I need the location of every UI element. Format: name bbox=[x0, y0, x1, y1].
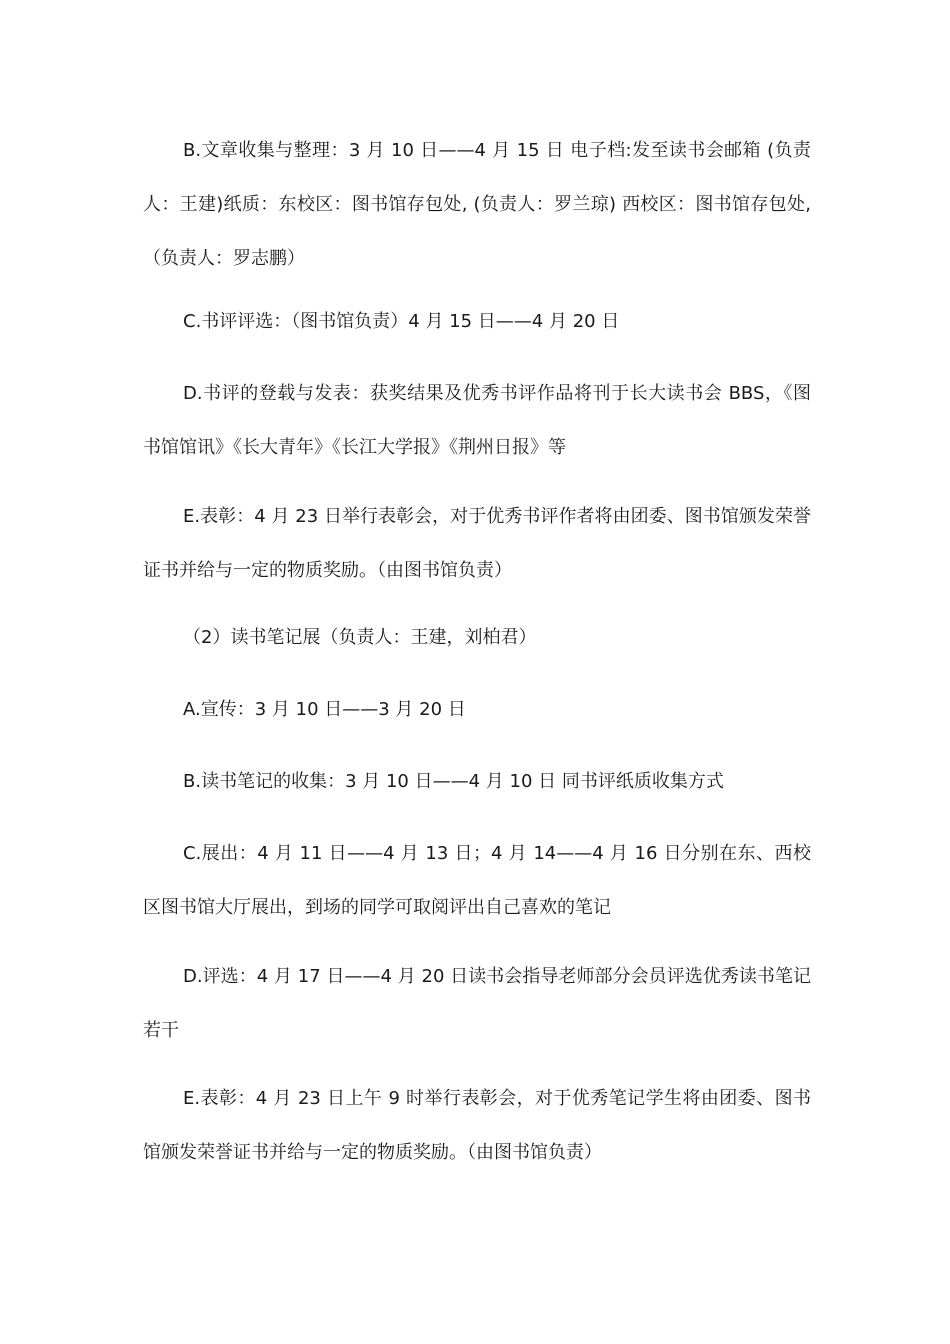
paragraph-notes-exhibition: C.展出：4 月 11 日——4 月 13 日；4 月 14——4 月 16 日分别在东、西校区图书馆大厅展出，到场的同学可取阅评出自己喜欢的笔记 bbox=[143, 843, 811, 918]
paragraph-notes-promotion: A.宣传：3 月 10 日——3 月 20 日 bbox=[183, 699, 466, 720]
paragraph-review-publication: D.书评的登载与发表：获奖结果及优秀书评作品将刊于长大读书会 BBS，《图书馆馆讯》《长大青年》《长江大学报》《荆州日报》等 bbox=[143, 383, 811, 458]
paragraph-notes-selection: D.评选：4 月 17 日——4 月 20 日读书会指导老师部分会员评选优秀读书笔记若干 bbox=[143, 966, 811, 1041]
paragraph-notes-collection: B.读书笔记的收集：3 月 10 日——4 月 10 日 同书评纸质收集方式 bbox=[183, 771, 724, 792]
paragraph-reading-notes-heading: （2）读书笔记展（负责人：王建，刘柏君） bbox=[183, 627, 537, 648]
paragraph-article-collection: B.文章收集与整理：3 月 10 日——4 月 15 日 电子档:发至读书会邮箱 (负责人：王建)纸质：东校区：图书馆存包处, (负责人：罗兰琼) 西校区：图书馆存包处,（负责人：罗志鹏） bbox=[143, 140, 811, 269]
paragraph-notes-award: E.表彰：4 月 23 日上午 9 时举行表彰会，对于优秀笔记学生将由团委、图书馆颁发荣誉证书并给与一定的物质奖励。（由图书馆负责） bbox=[143, 1088, 811, 1163]
paragraph-review-award: E.表彰：4 月 23 日举行表彰会，对于优秀书评作者将由团委、图书馆颁发荣誉证书并给与一定的物质奖励。（由图书馆负责） bbox=[143, 506, 811, 581]
paragraph-review-selection: C.书评评选：（图书馆负责）4 月 15 日——4 月 20 日 bbox=[183, 311, 620, 332]
